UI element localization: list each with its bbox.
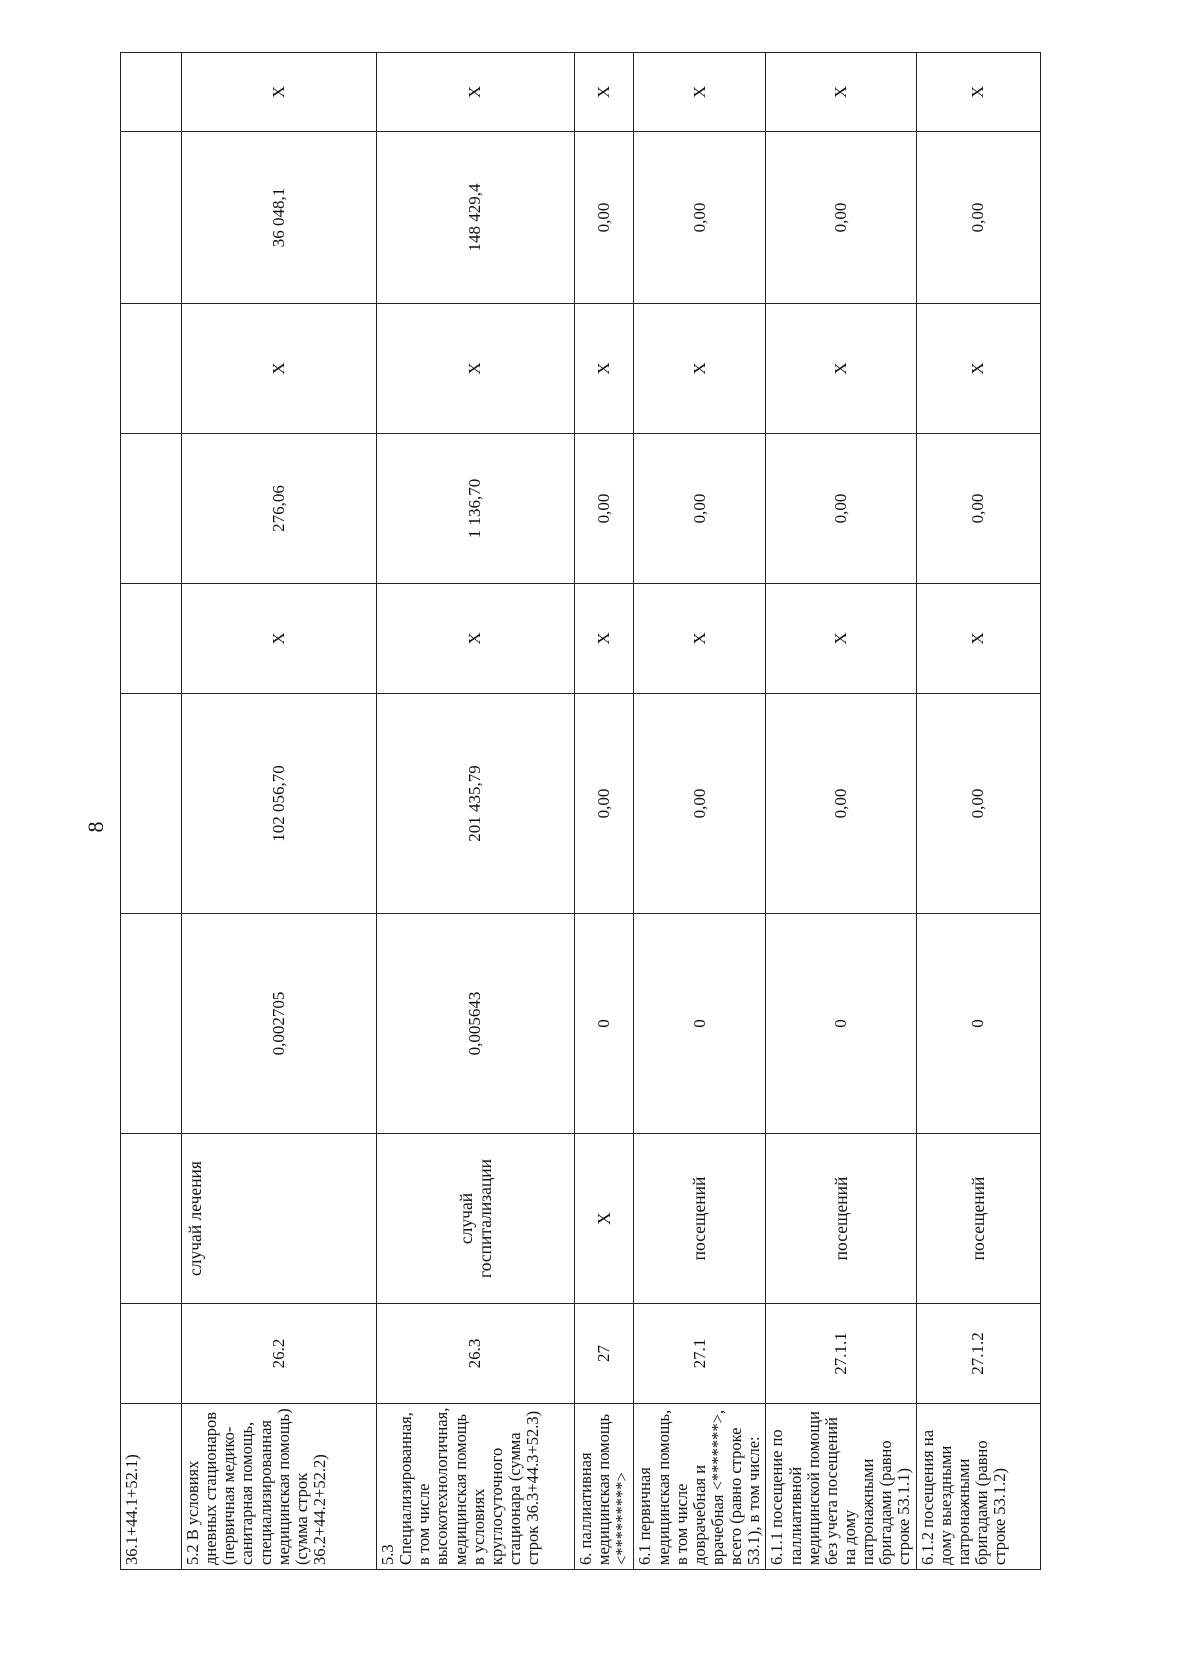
row-unit: случай лечения (182, 1134, 377, 1304)
row-cell: X (634, 304, 766, 434)
rotated-table-wrapper (120, 53, 1011, 1570)
row-code (121, 1304, 182, 1404)
row-cell: X (766, 53, 916, 132)
row-cell: X (766, 584, 916, 694)
row-cell: 0 (766, 914, 916, 1134)
row-cell: X (182, 53, 377, 132)
row-cell: 0,00 (766, 434, 916, 584)
row-cell (121, 132, 182, 304)
row-cell: X (377, 304, 575, 434)
row-code: 27.1.2 (916, 1304, 1040, 1404)
row-code: 26.3 (377, 1304, 575, 1404)
row-cell: X (634, 584, 766, 694)
row-cell: X (575, 304, 634, 434)
row-code: 26.2 (182, 1304, 377, 1404)
row-unit: X (575, 1134, 634, 1304)
row-description: 5.3 Специализированная, в том числе высокотехнологичная, медицинская помощь в условиях круглосуточного стационара (сумма строк 36.3+44.3+52.3) (377, 1404, 575, 1570)
row-cell: 0,00 (634, 132, 766, 304)
table-row (377, 53, 575, 1570)
row-cell: X (182, 584, 377, 694)
page-number: 8 (83, 821, 108, 833)
row-description: 6. паллиативная медицинская помощь <*********> (575, 1404, 634, 1570)
table-row (121, 53, 182, 1570)
row-cell: 0,00 (916, 132, 1040, 304)
row-unit: случай госпитализации (377, 1134, 575, 1304)
row-cell (121, 53, 182, 132)
row-cell: 148 429,4 (377, 132, 575, 304)
row-cell: 0,005643 (377, 914, 575, 1134)
row-cell (121, 914, 182, 1134)
row-unit: посещений (634, 1134, 766, 1304)
table-row (766, 53, 916, 1570)
row-unit (121, 1134, 182, 1304)
row-cell: 0,00 (575, 434, 634, 584)
row-cell: X (916, 304, 1040, 434)
table-row (916, 53, 1040, 1570)
row-cell: X (766, 304, 916, 434)
row-description: 6.1.1 посещение по паллиативной медицинской помощи без учета посещений на дому патронажными бригадами (равно строке 53.1.1) (766, 1404, 916, 1570)
row-cell: X (634, 53, 766, 132)
row-cell: X (575, 53, 634, 132)
row-cell: 0 (575, 914, 634, 1134)
row-description: 6.1 первичная медицинская помощь, в том числе доврачебная и врачебная <*******>, всего (равно строке 53.1), в том числе: (634, 1404, 766, 1570)
row-cell: 0 (916, 914, 1040, 1134)
row-cell: X (916, 53, 1040, 132)
row-cell: 102 056,70 (182, 694, 377, 914)
row-cell: 0,00 (634, 694, 766, 914)
row-cell: 0,00 (575, 694, 634, 914)
row-cell: 0,00 (916, 694, 1040, 914)
row-code: 27.1.1 (766, 1304, 916, 1404)
table-row (575, 53, 634, 1570)
row-unit: посещений (916, 1134, 1040, 1304)
row-cell: 0,00 (634, 434, 766, 584)
row-description: 36.1+44.1+52.1) (121, 1404, 182, 1570)
row-cell: 1 136,70 (377, 434, 575, 584)
row-cell: 0,00 (575, 132, 634, 304)
row-cell: 0,002705 (182, 914, 377, 1134)
row-cell: 0,00 (766, 132, 916, 304)
row-cell: 0 (634, 914, 766, 1134)
row-unit: посещений (766, 1134, 916, 1304)
row-cell: X (575, 584, 634, 694)
row-code: 27.1 (634, 1304, 766, 1404)
data-table (120, 52, 1041, 1570)
row-description: 5.2 В условиях дневных стационаров (первичная медико-санитарная помощь, специализированная медицинская помощь) (сумма строк 36.2+44.2+52.2) (182, 1404, 377, 1570)
row-cell: 276,06 (182, 434, 377, 584)
row-cell: X (377, 53, 575, 132)
table-row (634, 53, 766, 1570)
row-cell: 0,00 (916, 434, 1040, 584)
row-cell (121, 434, 182, 584)
row-cell: 201 435,79 (377, 694, 575, 914)
row-cell: X (916, 584, 1040, 694)
row-cell: 0,00 (766, 694, 916, 914)
row-cell (121, 304, 182, 434)
row-cell: X (377, 584, 575, 694)
row-cell: 36 048,1 (182, 132, 377, 304)
row-description: 6.1.2 посещения на дому выездными патронажными бригадами (равно строке 53.1.2) (916, 1404, 1040, 1570)
row-cell (121, 584, 182, 694)
table-row (182, 53, 377, 1570)
row-cell: X (182, 304, 377, 434)
row-cell (121, 694, 182, 914)
row-code: 27 (575, 1304, 634, 1404)
